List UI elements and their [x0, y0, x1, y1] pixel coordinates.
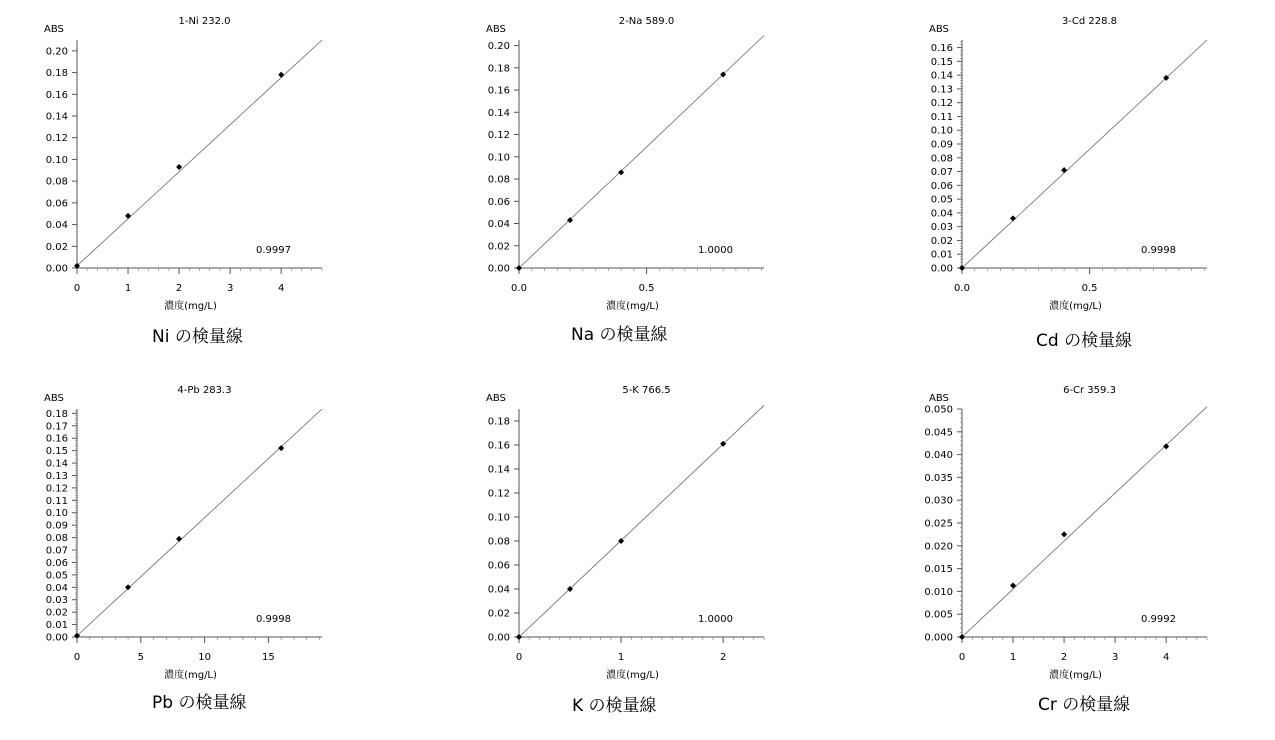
x-tick-label: 2	[719, 652, 727, 663]
y-tick-label: 0.00	[487, 263, 510, 275]
na-caption: Na の検量線	[571, 325, 668, 345]
y-tick-label: 0.10	[45, 508, 68, 520]
y-tick-label: 0.16	[487, 440, 510, 452]
ni-calibration-panel	[0, 0, 425, 370]
cd-calibration-chart	[885, 0, 1275, 330]
k-calibration-chart	[442, 369, 867, 699]
x-tick-label: 0	[958, 652, 966, 663]
y-tick-label: 0.045	[924, 427, 953, 439]
y-tick-label: 0.14	[45, 458, 68, 470]
ni-calibration-chart	[0, 0, 425, 330]
calibration-fit-line	[77, 40, 322, 266]
x-axis-label: 濃度(mg/L)	[1049, 301, 1102, 312]
y-tick-label: 0.14	[45, 111, 68, 123]
x-axis-label: 濃度(mg/L)	[164, 670, 217, 681]
y-tick-label: 0.10	[487, 512, 510, 524]
y-tick-label: 0.020	[924, 541, 953, 553]
data-point	[1010, 215, 1016, 221]
y-tick-label: 0.11	[45, 495, 68, 507]
y-tick-label: 0.18	[487, 63, 510, 75]
y-axis-label: ABS	[486, 393, 506, 404]
y-tick-label: 0.08	[45, 176, 68, 188]
chart-title: 6-Cr 359.3	[1063, 385, 1116, 396]
x-tick-label: 0.0	[511, 283, 527, 294]
x-tick-label: 0	[73, 283, 81, 294]
y-axis-label: ABS	[929, 24, 949, 35]
x-tick-label: 15	[262, 652, 275, 663]
y-tick-label: 0.05	[45, 570, 68, 582]
y-tick-label: 0.06	[45, 198, 68, 210]
y-tick-label: 0.15	[930, 56, 953, 68]
x-axis-label: 濃度(mg/L)	[606, 670, 659, 681]
data-point	[1061, 167, 1067, 173]
correlation-value: 1.0000	[698, 614, 733, 625]
y-tick-label: 0.06	[930, 180, 953, 192]
y-tick-label: 0.14	[930, 70, 953, 82]
y-tick-label: 0.13	[45, 470, 68, 482]
y-tick-label: 0.02	[45, 241, 68, 253]
data-point	[278, 72, 284, 78]
chart-title: 4-Pb 283.3	[177, 385, 232, 396]
chart-title: 1-Ni 232.0	[178, 16, 231, 27]
y-tick-label: 0.00	[930, 263, 953, 275]
y-tick-label: 0.14	[487, 107, 510, 119]
cd-calibration-panel	[885, 0, 1275, 370]
y-tick-label: 0.20	[487, 41, 510, 53]
cr-calibration-chart	[885, 369, 1275, 699]
y-tick-label: 0.01	[45, 620, 68, 632]
y-tick-label: 0.05	[930, 194, 953, 206]
y-tick-label: 0.035	[924, 472, 953, 484]
y-tick-label: 0.16	[487, 85, 510, 97]
y-tick-label: 0.00	[487, 632, 510, 644]
y-tick-label: 0.04	[45, 220, 68, 232]
y-tick-label: 0.06	[487, 196, 510, 208]
cr-calibration-panel	[885, 369, 1275, 739]
chart-title: 5-K 766.5	[622, 385, 671, 396]
data-point	[125, 584, 131, 590]
x-tick-label: 0.0	[954, 283, 970, 294]
y-tick-label: 0.12	[45, 133, 68, 145]
x-tick-label: 0	[515, 652, 523, 663]
y-tick-label: 0.005	[924, 609, 953, 621]
x-tick-label: 3	[226, 283, 234, 294]
x-tick-label: 2	[1060, 652, 1068, 663]
x-tick-label: 1	[1009, 652, 1017, 663]
ni-caption: Ni の検量線	[152, 327, 243, 347]
y-tick-label: 0.030	[924, 495, 953, 507]
y-tick-label: 0.10	[45, 154, 68, 166]
y-tick-label: 0.10	[930, 125, 953, 137]
y-tick-label: 0.00	[45, 632, 68, 644]
y-tick-label: 0.13	[930, 84, 953, 96]
pb-calibration-panel	[0, 369, 425, 739]
y-tick-label: 0.18	[45, 68, 68, 80]
y-tick-label: 0.02	[45, 607, 68, 619]
y-tick-label: 0.12	[45, 483, 68, 495]
y-tick-label: 0.04	[487, 584, 510, 596]
correlation-value: 0.9998	[256, 614, 291, 625]
y-tick-label: 0.015	[924, 564, 953, 576]
cd-caption: Cd の検量線	[1036, 331, 1133, 351]
x-tick-label: 3	[1111, 652, 1119, 663]
y-tick-label: 0.12	[487, 130, 510, 142]
y-tick-label: 0.07	[930, 167, 953, 179]
chart-title: 3-Cd 228.8	[1061, 16, 1118, 27]
y-tick-label: 0.09	[930, 139, 953, 151]
y-tick-label: 0.02	[487, 241, 510, 253]
y-tick-label: 0.06	[45, 557, 68, 569]
chart-title: 2-Na 589.0	[618, 16, 675, 27]
y-tick-label: 0.16	[45, 433, 68, 445]
x-tick-label: 10	[198, 652, 211, 663]
y-axis-label: ABS	[486, 24, 506, 35]
calibration-fit-line	[962, 40, 1207, 268]
y-tick-label: 0.16	[930, 43, 953, 55]
correlation-value: 0.9992	[1141, 614, 1176, 625]
na-calibration-panel	[442, 0, 867, 370]
calibration-fit-line	[519, 405, 764, 637]
y-tick-label: 0.11	[930, 111, 953, 123]
x-tick-label: 5	[137, 652, 144, 663]
y-tick-label: 0.10	[487, 152, 510, 164]
calibration-fit-line	[962, 407, 1207, 637]
y-axis-label: ABS	[929, 393, 949, 404]
pb-calibration-chart	[0, 369, 425, 699]
data-point	[125, 213, 131, 219]
y-tick-label: 0.02	[487, 608, 510, 620]
y-tick-label: 0.02	[930, 235, 953, 247]
y-tick-label: 0.000	[924, 632, 953, 644]
y-tick-label: 0.08	[45, 533, 68, 545]
y-tick-label: 0.04	[45, 582, 68, 594]
y-tick-label: 0.025	[924, 518, 953, 530]
data-point	[618, 169, 624, 175]
x-tick-label: 4	[1162, 652, 1170, 663]
x-tick-label: 0.5	[1081, 283, 1098, 294]
y-tick-label: 0.20	[45, 46, 68, 58]
y-tick-label: 0.00	[45, 263, 68, 275]
x-tick-label: 2	[175, 283, 183, 294]
data-point	[176, 536, 182, 542]
y-tick-label: 0.040	[924, 450, 953, 462]
correlation-value: 0.9997	[256, 245, 291, 256]
x-tick-label: 0	[73, 652, 81, 663]
y-axis-label: ABS	[44, 393, 64, 404]
y-tick-label: 0.03	[930, 222, 953, 234]
y-tick-label: 0.15	[45, 446, 68, 458]
y-tick-label: 0.18	[487, 416, 510, 428]
y-tick-label: 0.08	[487, 174, 510, 186]
data-point	[1061, 531, 1067, 537]
k-calibration-panel	[442, 369, 867, 739]
y-tick-label: 0.14	[487, 464, 510, 476]
y-tick-label: 0.09	[45, 520, 68, 532]
data-point	[1163, 443, 1169, 449]
y-tick-label: 0.03	[45, 595, 68, 607]
x-axis-label: 濃度(mg/L)	[164, 301, 217, 312]
calibration-fit-line	[77, 409, 322, 636]
y-tick-label: 0.18	[45, 408, 68, 420]
calibration-fit-line	[519, 36, 764, 268]
y-tick-label: 0.07	[45, 545, 68, 557]
y-tick-label: 0.17	[45, 421, 68, 433]
x-axis-label: 濃度(mg/L)	[1049, 670, 1102, 681]
y-axis-label: ABS	[44, 24, 64, 35]
y-tick-label: 0.050	[924, 404, 953, 416]
na-calibration-chart	[442, 0, 867, 330]
y-tick-label: 0.08	[930, 153, 953, 165]
k-caption: K の検量線	[572, 696, 657, 716]
y-tick-label: 0.12	[930, 98, 953, 110]
correlation-value: 0.9998	[1141, 245, 1176, 256]
x-tick-label: 0.5	[638, 283, 655, 294]
correlation-value: 1.0000	[698, 245, 733, 256]
y-tick-label: 0.01	[930, 249, 953, 261]
x-tick-label: 1	[617, 652, 625, 663]
y-tick-label: 0.16	[45, 89, 68, 101]
y-tick-label: 0.04	[930, 208, 953, 220]
y-tick-label: 0.08	[487, 536, 510, 548]
x-axis-label: 濃度(mg/L)	[606, 301, 659, 312]
y-tick-label: 0.12	[487, 488, 510, 500]
pb-caption: Pb の検量線	[152, 693, 247, 713]
x-tick-label: 1	[124, 283, 132, 294]
data-point	[176, 164, 182, 170]
x-tick-label: 4	[277, 283, 285, 294]
cr-caption: Cr の検量線	[1038, 695, 1131, 715]
y-tick-label: 0.04	[487, 219, 510, 231]
y-tick-label: 0.010	[924, 586, 953, 598]
y-tick-label: 0.06	[487, 560, 510, 572]
data-point	[278, 445, 284, 451]
